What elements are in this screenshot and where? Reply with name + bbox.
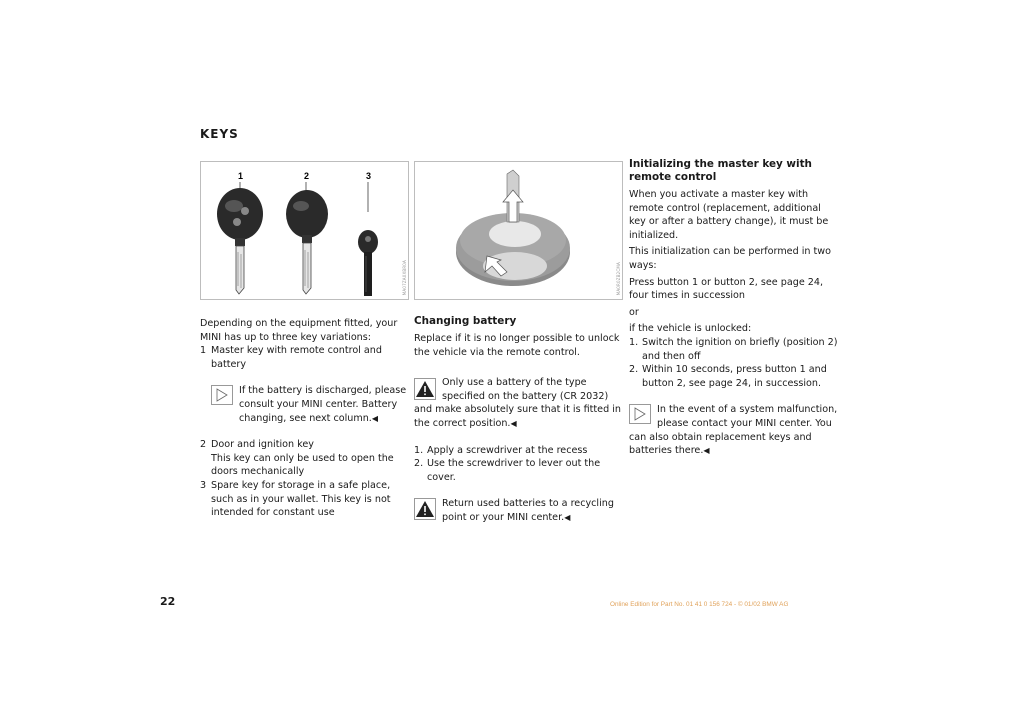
section-title: KEYS: [200, 127, 239, 141]
end-mark-icon: ◀: [510, 418, 517, 428]
master-key-shape: [217, 188, 263, 240]
warning-note: [414, 376, 622, 430]
info-note: [211, 384, 408, 425]
list-item: 2. Use the screwdriver to lever out the cover.: [414, 458, 601, 483]
figure-code: MA07ZA0XBR0A: [402, 259, 407, 295]
col1-note-text: If the battery is discharged, please consult your MINI center. Battery changing, see next column.: [239, 385, 407, 424]
page-number: 22: [160, 595, 176, 608]
col2-warning2: Return used batteries to a recycling point or your MINI center.: [442, 498, 614, 523]
key-label-1: 1: [238, 171, 244, 181]
footer-edition: Online Edition for Part No. 01 41 0 156 724 - © 01/02 BMW AG: [610, 601, 789, 608]
col3-note-text: In the event of a system malfunction, please contact your MINI center. You can also obtain replacement keys and batteries there.: [629, 404, 838, 457]
col3-p4: if the vehicle is unlocked:: [629, 323, 752, 335]
figure-code: MA0R0ZB2CMA: [616, 261, 621, 295]
list-item: 2 Door and ignition key This key can only be used to open the doors mechanically: [200, 439, 394, 478]
col2-heading: Changing battery: [414, 315, 517, 327]
col3-or: or: [629, 306, 639, 318]
end-mark-icon: ◀: [703, 446, 710, 456]
list-item: 1. Switch the ignition on briefly (position 2) and then off: [629, 336, 838, 362]
col3-heading: Initializing the master key with remote control: [629, 158, 812, 183]
column-3: [629, 158, 839, 458]
col3-p1: When you activate a master key with remote control (replacement, additional key or after a battery change), it must be initialized.: [629, 189, 829, 241]
col3-p2: This initialization can be performed in two ways:: [629, 246, 831, 271]
end-mark-icon: ◀: [371, 413, 379, 423]
key-label-3: 3: [366, 171, 372, 181]
warning-icon: [414, 498, 436, 520]
info-note: [629, 403, 839, 457]
col2-intro: Replace if it is no longer possible to unlock the vehicle via the remote control.: [414, 333, 620, 358]
battery-illustration: [415, 162, 622, 299]
list-item: 1. Apply a screwdriver at the recess: [414, 444, 588, 456]
key-label-2: 2: [304, 171, 310, 181]
note-triangle-icon: [211, 385, 233, 405]
column-1: [200, 317, 408, 520]
warning-note: [414, 497, 622, 524]
ignition-key-shape: [286, 190, 328, 238]
battery-figure: [414, 161, 623, 300]
keys-illustration: [201, 162, 408, 299]
warning-icon: [414, 378, 436, 400]
col1-intro: Depending on the equipment fitted, your MINI has up to three key variations:: [200, 318, 398, 343]
note-triangle-icon: [629, 404, 651, 424]
list-item: 3 Spare key for storage in a safe place, such as in your wallet. This key is not intended for constant use: [200, 479, 391, 519]
list-item: 1 Master key with remote control and battery: [200, 345, 382, 370]
column-2: [414, 315, 622, 525]
list-item: 2. Within 10 seconds, press button 1 and button 2, see page 24, in succession.: [629, 364, 827, 389]
end-mark-icon: ◀: [564, 512, 571, 522]
col3-p3: Press button 1 or button 2, see page 24, four times in succession: [629, 276, 824, 302]
keys-figure: [200, 161, 409, 300]
col2-warning1: Only use a battery of the type specified on the battery (CR 2032) and make absolutely sure that it is fitted in the correct position.: [414, 377, 621, 429]
